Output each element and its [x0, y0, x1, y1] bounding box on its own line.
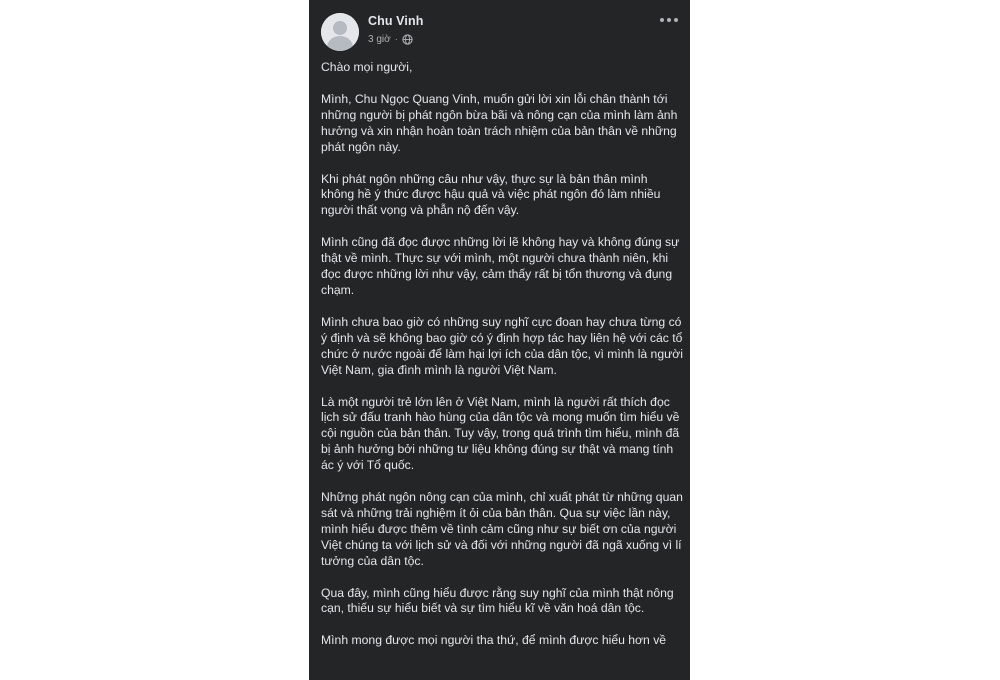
post-paragraph: Những phát ngôn nông cạn của mình, chỉ xuất phát từ những quan sát và những trải nghiệm ít ỏi của bản thân. Qua sự việc lần này, mình hiểu được thêm về tình cảm cũng như sự biết ơn của người Việt chúng ta với lịch sử và đối với những người đã ngã xuống vì lí tưởng của dân tộc.	[321, 490, 683, 568]
author-avatar[interactable]	[321, 13, 359, 51]
post-paragraph: Khi phát ngôn những câu như vậy, thực sự là bản thân mình không hề ý thức được hậu quả và việc phát ngôn đó làm nhiều người thất vọng và phẫn nộ đến vậy.	[321, 171, 661, 218]
post-header	[309, 0, 690, 56]
author-name[interactable]: Chu Vinh	[368, 14, 424, 28]
post-paragraph: Mình cũng đã đọc được những lời lẽ không hay và không đúng sự thật về mình. Thực sự với mình, một người chưa thành niên, khi đọc được những lời như vậy, cảm thấy rất bị tổn thương và đụng chạm.	[321, 235, 680, 297]
post-paragraph-greeting: Chào mọi người,	[321, 60, 413, 74]
post-paragraph: Mình mong được mọi người tha thứ, để mình được hiểu hơn về	[321, 633, 667, 648]
post-paragraph: Mình chưa bao giờ có những suy nghĩ cực đoan hay chưa từng có ý định và sẽ không bao giờ có ý định hợp tác hay liên hệ với các tổ chức ở nước ngoài để làm hại lợi ích của dân tộc, vì mình là người Việt Nam, gia đình mình là người Việt Nam.	[321, 314, 683, 377]
globe-icon[interactable]	[402, 34, 413, 45]
post-body	[321, 60, 683, 665]
post-time[interactable]: 3 giờ	[368, 33, 391, 45]
post-card	[309, 0, 690, 680]
post-meta	[368, 32, 413, 46]
post-paragraph: Mình, Chu Ngọc Quang Vinh, muốn gửi lời xin lỗi chân thành tới những người bị phát ngôn bừa bãi và nông cạn của mình làm ảnh hưởng và xin nhận hoàn toàn trách nhiệm của bản thân về những phát ngôn này.	[321, 91, 678, 154]
meta-separator: ·	[394, 34, 398, 44]
more-horizontal-icon[interactable]	[658, 12, 680, 28]
default-avatar-icon	[321, 13, 359, 51]
post-paragraph: Qua đây, mình cũng hiểu được rằng suy nghĩ của mình thật nông cạn, thiếu sự hiểu biết và sự tìm hiểu kĩ về văn hoá dân tộc.	[321, 585, 674, 616]
post-paragraph: Là một người trẻ lớn lên ở Việt Nam, mình là người rất thích đọc lịch sử đấu tranh hào hùng của dân tộc và mong muốn tìm hiểu về cội nguồn của bản thân. Tuy vậy, trong quá trình tìm hiểu, mình đã bị ảnh hưởng bởi những tư liệu không đúng sự thật và mang tính ác ý với Tổ quốc.	[321, 394, 680, 473]
